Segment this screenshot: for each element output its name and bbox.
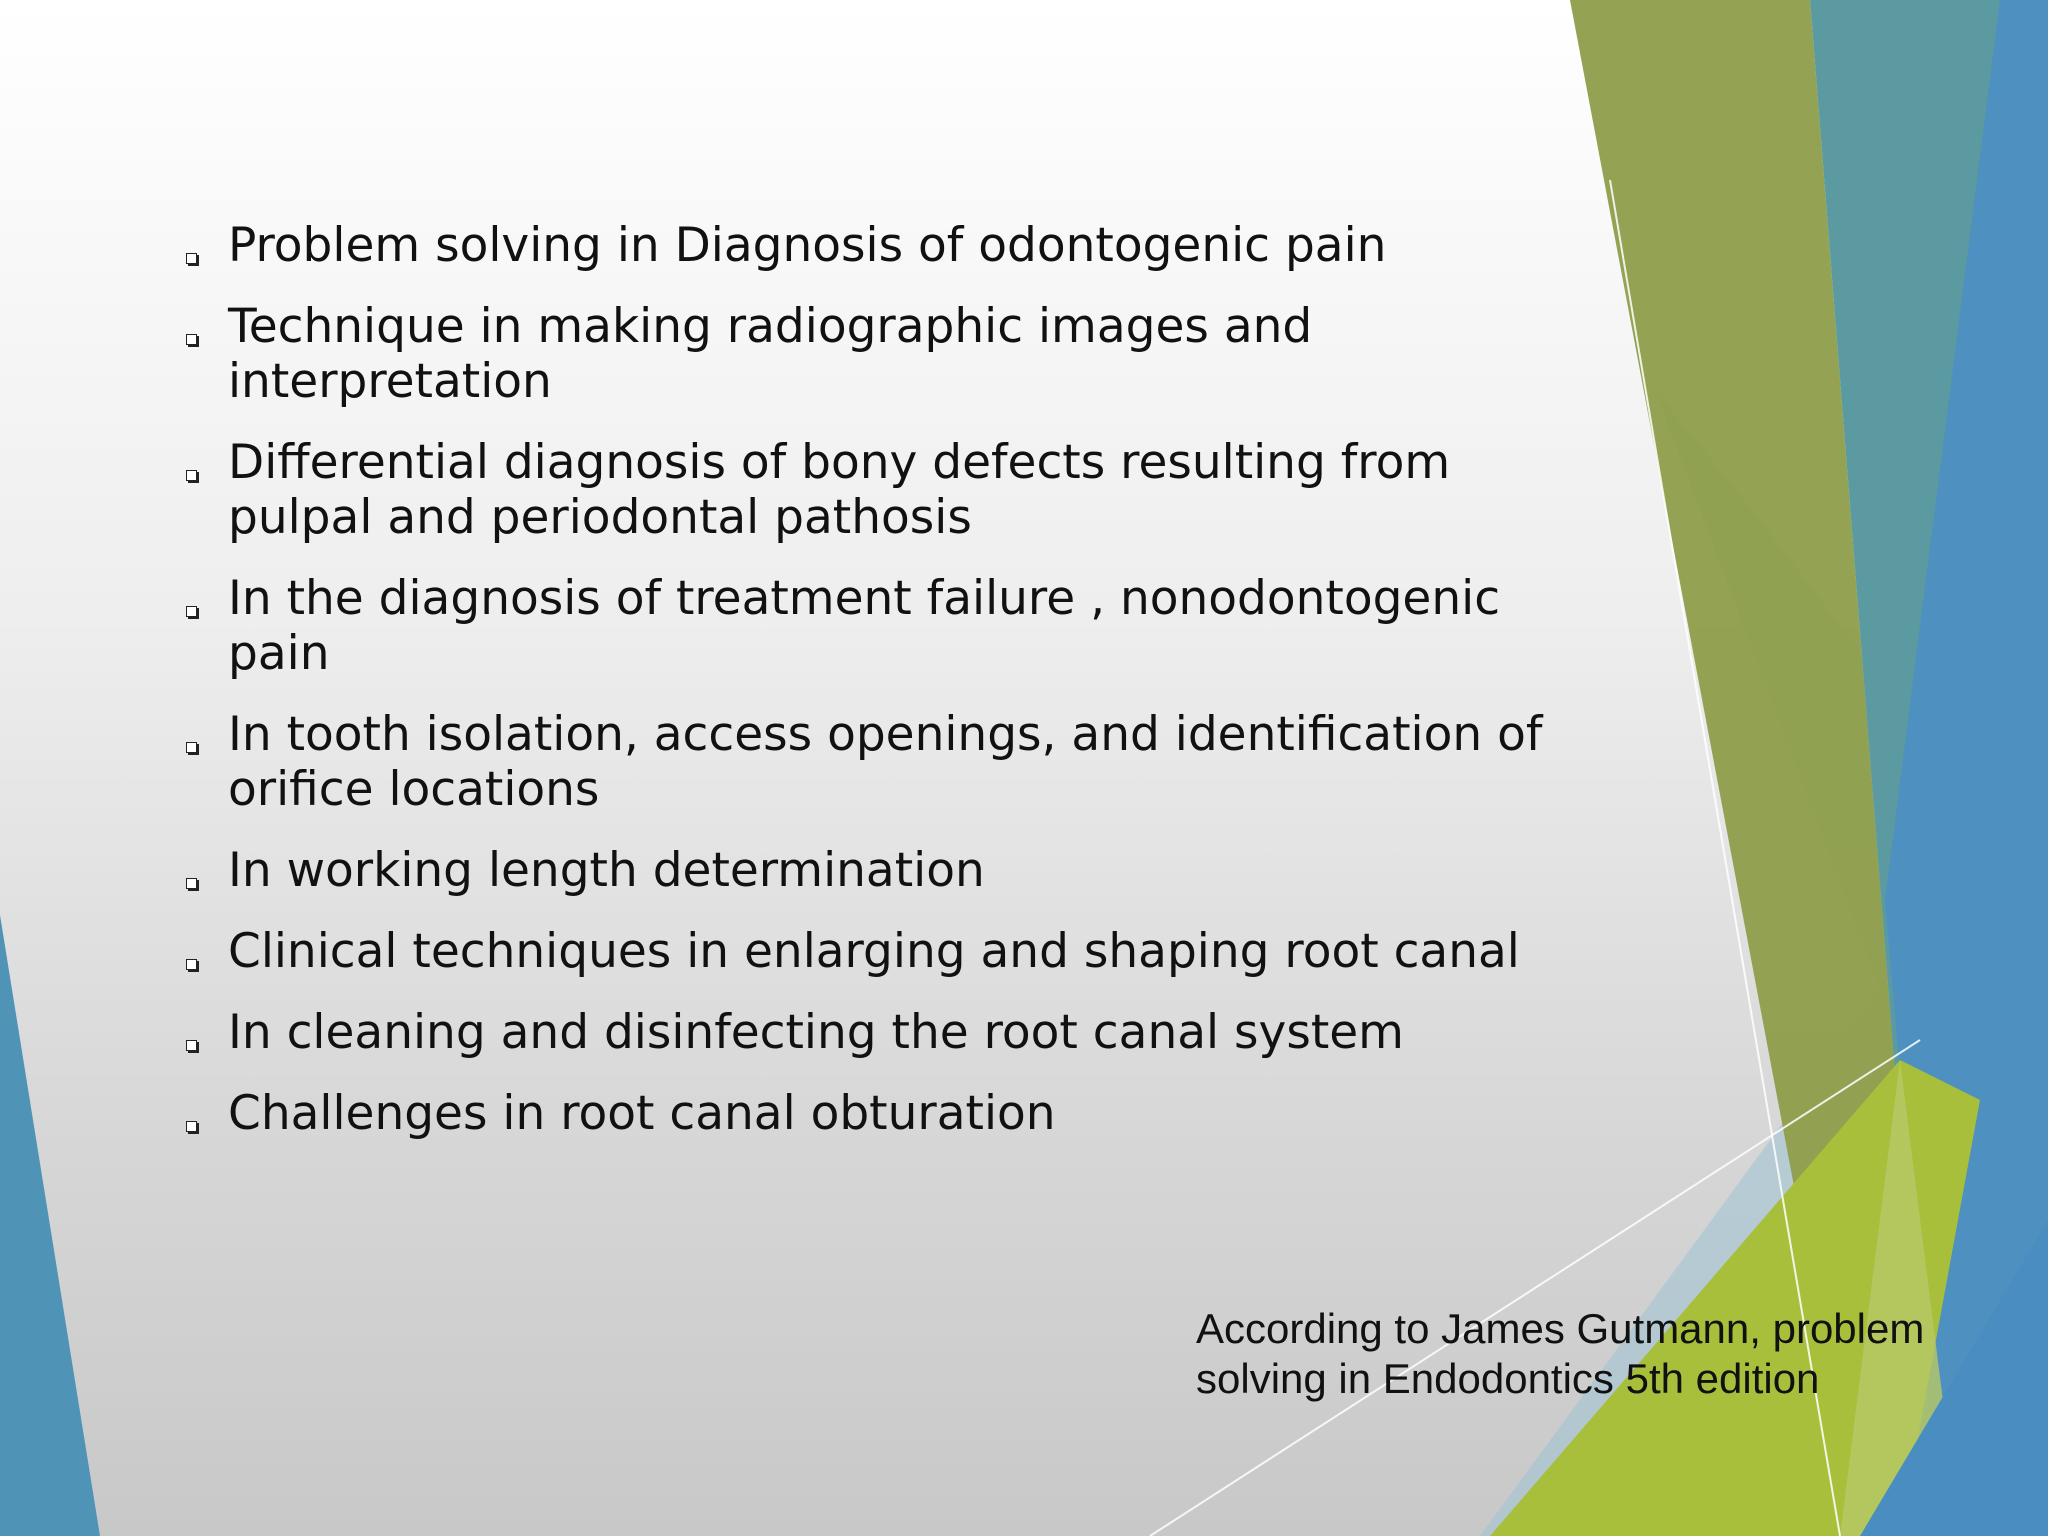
square-bullet-icon	[186, 1121, 197, 1132]
bullet-text: In cleaning and disinfecting the root canal system	[228, 1005, 1404, 1060]
bullet-item	[180, 1005, 1600, 1060]
bullet-item	[180, 571, 1600, 681]
square-bullet-icon	[186, 878, 197, 889]
bullet-text: Technique in making radiographic images and interpretation	[228, 299, 1313, 409]
bullet-item	[180, 299, 1600, 409]
bullet-text: Challenges in root canal obturation	[228, 1086, 1056, 1141]
square-bullet-icon	[186, 1040, 197, 1051]
bullet-list	[180, 218, 1600, 1167]
bullet-text: Differential diagnosis of bony defects resulting from pulpal and periodontal pathosis	[228, 435, 1451, 545]
square-bullet-icon	[186, 959, 197, 970]
square-bullet-icon	[186, 742, 197, 753]
bullet-text: Clinical techniques in enlarging and shaping root canal	[228, 924, 1520, 979]
citation-text: According to James Gutmann, problem solving in Endodontics 5th edition	[1196, 1305, 1925, 1402]
square-bullet-icon	[186, 470, 197, 481]
bullet-item	[180, 924, 1600, 979]
bullet-item	[180, 707, 1600, 817]
left-blue-shape	[0, 915, 100, 1536]
bullet-text: In the diagnosis of treatment failure , nonodontogenic pain	[228, 571, 1501, 681]
square-bullet-icon	[186, 253, 197, 264]
bullet-text: In tooth isolation, access openings, and identification of orifice locations	[228, 707, 1543, 817]
bullet-item	[180, 843, 1600, 898]
bullet-item	[180, 218, 1600, 273]
square-bullet-icon	[186, 334, 197, 345]
square-bullet-icon	[186, 606, 197, 617]
bullet-text: In working length determination	[228, 843, 985, 898]
bullet-text: Problem solving in Diagnosis of odontogenic pain	[228, 218, 1387, 273]
bullet-item	[180, 435, 1600, 545]
bullet-item	[180, 1086, 1600, 1141]
